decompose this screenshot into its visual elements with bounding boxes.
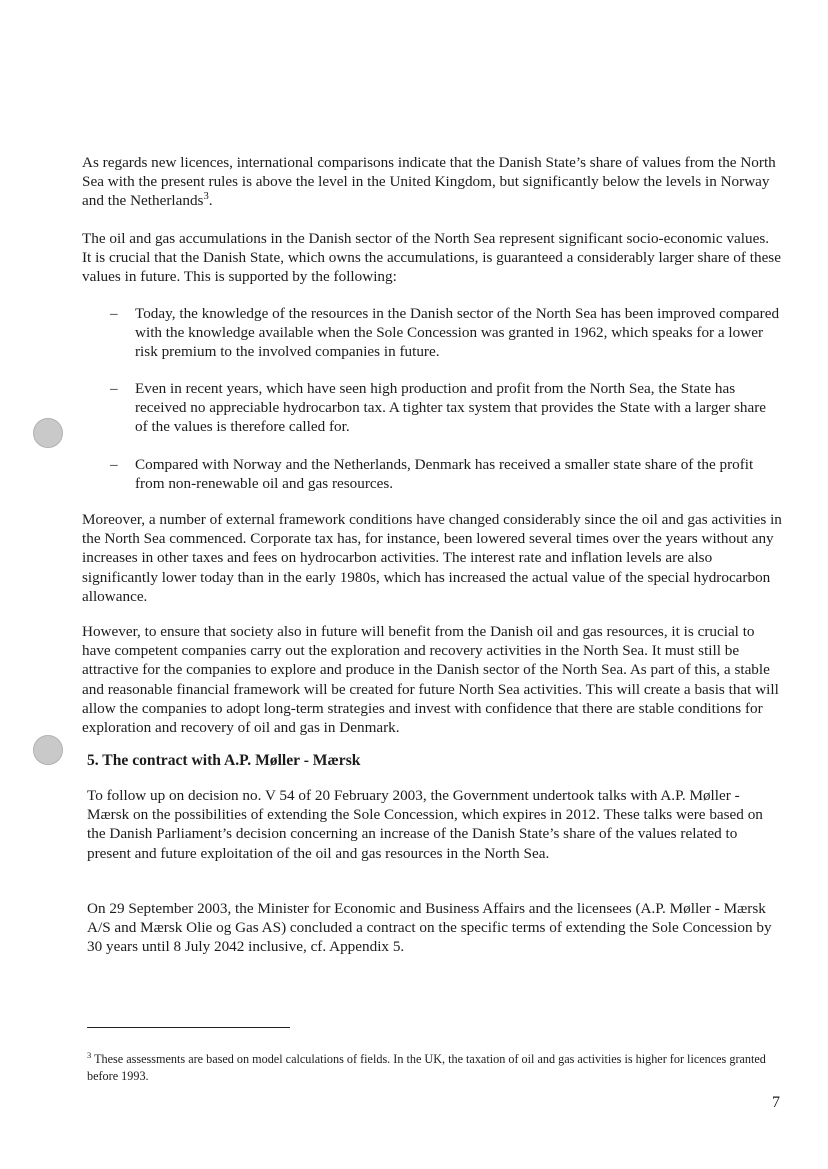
punch-hole — [33, 735, 63, 765]
section-heading: 5. The contract with A.P. Møller - Mærsk — [87, 752, 361, 769]
paragraph-competent-companies: However, to ensure that society also in future will benefit from the Danish oil and gas resources, it is crucial to have competent companies carry out the exploration and recovery activities in the North Sea. It must still be attractive for the companies to explore and produce in the Danish sector of the North Sea. As part of this, a stable and reasonable financial framework will be created for future North Sea activities. This will create a basis that will allow the companies to adopt long-term strategies and invest with confidence that there are stable conditions for exploration and recovery of oil and gas in Denmark. — [82, 623, 779, 737]
paragraph-socio-economic-values: The oil and gas accumulations in the Danish sector of the North Sea represent significant socio-economic values. It is crucial that the Danish State, which owns the accumulations, is guaranteed a considerably larger share of these values in future. This is supported by the following: — [82, 230, 781, 286]
bullet-text: Even in recent years, which have seen high production and profit from the North Sea, the State has received no appreciable hydrocarbon tax. A tighter tax system that provides the State with a larger share of the values is therefore called for. — [135, 380, 767, 436]
paragraph-framework-conditions: Moreover, a number of external framework conditions have changed considerably since the oil and gas activities in the North Sea commenced. Corporate tax has, for instance, been lowered several times over the years without any increases in other taxes and fees on hydrocarbon activities. The interest rate and inflation levels are also significantly lower today than in the early 1980s, which has increased the actual value of the special hydrocarbon allowance. — [82, 511, 782, 605]
page-number: 7 — [772, 1094, 780, 1111]
footnote-reference: 3 — [203, 191, 209, 203]
punch-hole — [33, 418, 63, 448]
paragraph-licences-comparison: As regards new licences, international comparisons indicate that the Danish State’s share of values from the North Sea with the present rules is above the level in the United Kingdom, but significantly below the levels in Norway and the Netherlands$^3$. — [82, 154, 776, 210]
bullet-item — [110, 304, 782, 364]
footnote-marker: 3 — [87, 1049, 92, 1060]
paragraph-contract-concluded: On 29 September 2003, the Minister for Economic and Business Affairs and the licensees (A.P. Møller - Mærsk A/S and Mærsk Olie og Gas AS) concluded a contract on the specific terms of extending the Sole Concession by 30 years until 8 July 2042 inclusive, cf. Appendix 5. — [87, 900, 772, 956]
bullet-item — [110, 379, 782, 439]
dash-bullet-marker: – — [110, 380, 118, 397]
footnote — [87, 1051, 782, 1084]
footnote-text: These assessments are based on model calculations of fields. In the UK, the taxation of oil and gas activities is higher for licences granted before 1993. — [87, 1052, 766, 1083]
bullet-item — [110, 455, 782, 495]
bullet-text: Today, the knowledge of the resources in the Danish sector of the North Sea has been improved compared with the knowledge available when the Sole Concession was granted in 1962, which speaks for a lower risk premium to the involved companies in future. — [135, 305, 780, 361]
paragraph-follow-up-decision: To follow up on decision no. V 54 of 20 February 2003, the Government undertook talks with A.P. Møller - Mærsk on the possibilities of extending the Sole Concession, which expires in 2012. These talks were based on the Danish Parliament’s decision concerning an increase of the Danish State’s share of the values related to present and future exploitation of the oil and gas resources in the North Sea. — [87, 787, 763, 862]
dash-bullet-marker: – — [110, 305, 118, 322]
bullet-text: Compared with Norway and the Netherlands, Denmark has received a smaller state share of the profit from non-renewable oil and gas resources. — [135, 456, 754, 493]
footnote-divider — [87, 1027, 290, 1028]
dash-bullet-marker: – — [110, 456, 118, 473]
